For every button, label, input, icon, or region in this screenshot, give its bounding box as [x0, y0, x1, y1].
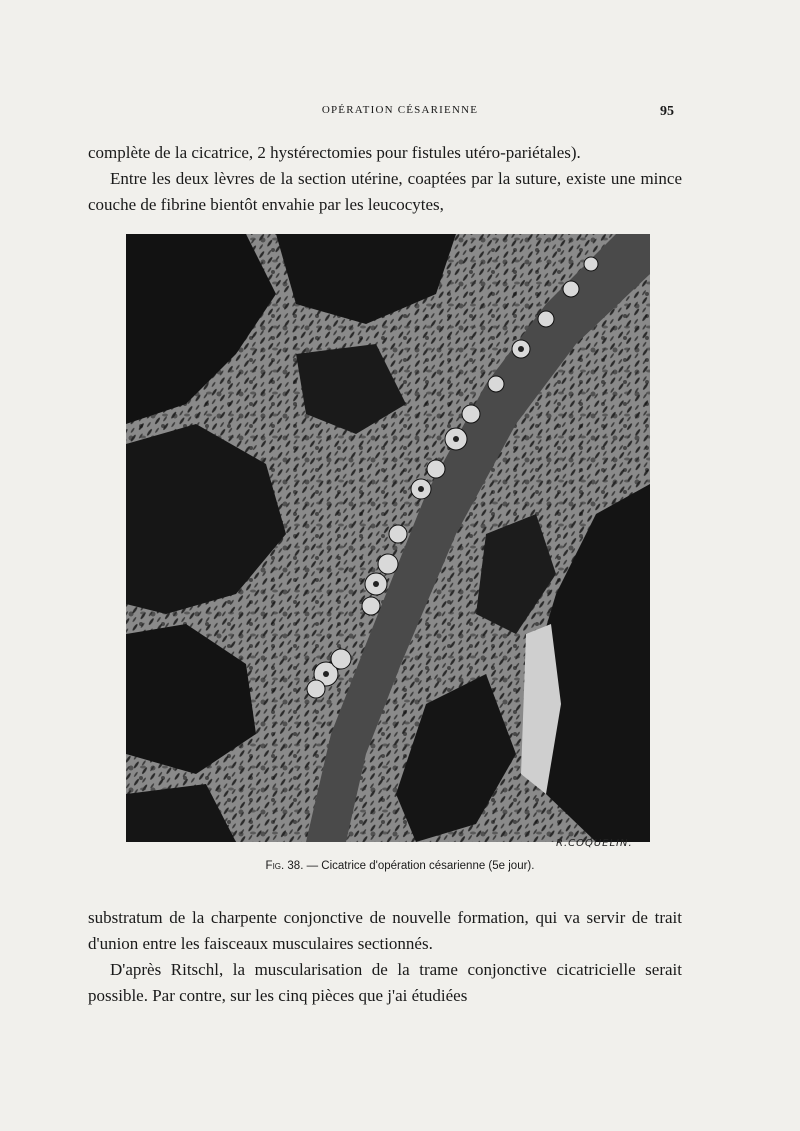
- paragraph-ritschl: D'après Ritschl, la muscularisation de la trame conjonctive cicatricielle serait possible. Par contre, sur les cinq pièces que j'ai étudiées: [88, 960, 682, 1005]
- figure-number: Fig. 38.: [265, 860, 304, 872]
- top-text-block: [88, 140, 682, 218]
- page-number: 95: [660, 104, 674, 119]
- artist-signature: R.COQUELIN.: [556, 838, 633, 849]
- running-title: OPÉRATION CÉSARIENNE: [321, 104, 479, 116]
- histology-illustration: [126, 234, 650, 842]
- paragraph-substratum: substratum de la charpente conjonctive de nouvelle formation, qui va servir de trait d'union entre les faisceaux musculaires sectionnés.: [88, 908, 682, 953]
- paragraph-fibrine: Entre les deux lèvres de la section utérine, coaptées par la suture, existe une mince couche de fibrine bientôt envahie par les leucocytes,: [88, 169, 682, 214]
- figure-caption: [0, 860, 800, 872]
- histology-drawing: [126, 234, 650, 842]
- text-line-continuation: complète de la cicatrice, 2 hystérectomies pour fistules utéro-pariétales).: [88, 143, 581, 162]
- bottom-text-block: [88, 905, 682, 1009]
- figure-caption-text: — Cicatrice d'opération césarienne (5e jour).: [306, 860, 535, 872]
